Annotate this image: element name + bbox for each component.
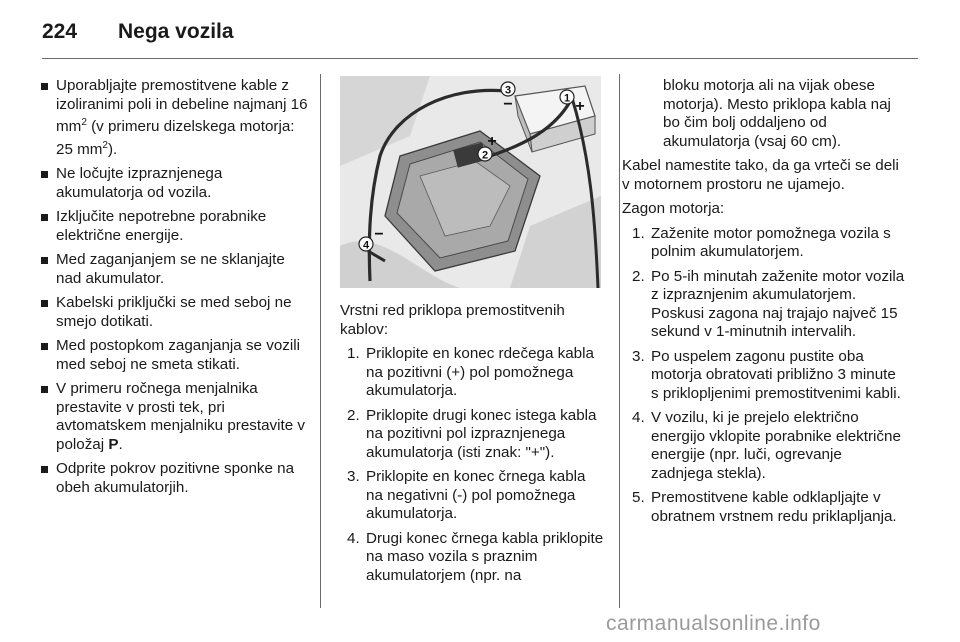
continuation-text: bloku motorja ali na vijak obese motorja). Mesto priklopa kabla naj bo čim bolj oddaljeno od akumulatorja (vsaj 60 cm). — [663, 77, 891, 150]
page-title: Nega vozila — [118, 20, 234, 43]
bullet-square-icon — [41, 466, 48, 473]
cable-note: Kabel namestite tako, da ga vrteči se deli v motornem prostoru ne ujamejo. — [622, 157, 899, 193]
bullet-item: Med postopkom zaganjanja se vozili med seboj ne smeta stikati. — [40, 337, 308, 374]
bullet-square-icon — [41, 257, 48, 264]
bullet-square-icon — [41, 214, 48, 221]
middle-column — [340, 302, 606, 591]
bullet-item: Ne ločujte izpraznjenega akumulatorja od vozila. — [40, 165, 308, 202]
svg-text:+: + — [575, 98, 585, 115]
precautions-list — [40, 77, 308, 497]
svg-text:2: 2 — [481, 149, 489, 162]
bullet-item: Uporabljajte premostitvene kable z izoliranimi poli in debeline najmanj 16 $mm^2$ (v primeru dizelskega motorja: 25 $mm^2$). — [40, 77, 308, 159]
bullet-square-icon — [41, 343, 48, 350]
engine-bay-drawing — [340, 76, 601, 288]
svg-text:−: − — [503, 96, 513, 113]
column-divider-left — [320, 74, 321, 608]
svg-text:−: − — [374, 226, 384, 243]
bullet-square-icon — [41, 171, 48, 178]
svg-text:4: 4 — [362, 239, 370, 252]
watermark: carmanualsonline.info — [606, 612, 821, 635]
page-number: 224 — [42, 20, 78, 43]
list-item: 3. Po uspelem zagonu pustite oba motorja obratovati približno 3 minute s priklopljenimi premostitvenimi kabli. — [632, 347, 901, 402]
bullet-item: Izključite nepotrebne porabnike električne energije. — [40, 208, 308, 245]
list-item: 5. Premostitvene kable odklapljajte v obratnem vrstnem redu priklapljanja. — [632, 489, 897, 525]
bullet-item: Odprite pokrov pozitivne sponke na obeh akumulatorjih. — [40, 460, 308, 497]
bullet-square-icon — [41, 386, 48, 393]
list-item: 3. Priklopite en konec črnega kabla na negativni (-) pol pomožnega akumulatorja. — [347, 468, 586, 522]
list-item: 1. Zaženite motor pomožnega vozila s polnim akumulatorjem. — [632, 224, 891, 260]
header-rule — [42, 58, 918, 59]
bullet-square-icon — [41, 83, 48, 90]
list-item: 2. Po 5-ih minutah zaženite motor vozila z izpraznjenim akumulatorjem. Poskusi zagona naj trajajo največ 15 sekund v 1-minutnih intervalih. — [632, 267, 905, 340]
page-header — [42, 14, 918, 54]
svg-text:+: + — [487, 133, 497, 150]
column-divider-right — [619, 74, 620, 608]
list-item: 2. Priklopite drugi konec istega kabla na pozitivni pol izpraznjenega akumulatorja (isti znak: "+"). — [347, 406, 597, 461]
bullet-item: Med zaganjanjem se ne sklanjajte nad akumulator. — [40, 251, 308, 288]
connection-steps-list — [340, 345, 606, 585]
start-heading: Zagon motorja: — [622, 200, 725, 217]
svg-text:1: 1 — [563, 92, 571, 105]
list-item: 4. V vozilu, ki je prejelo električno energijo vklopite porabnike električne energije (npr. luči, ogrevanje zadnjega stekla). — [632, 409, 901, 482]
left-column — [40, 77, 308, 503]
jump-start-illustration — [340, 76, 601, 288]
right-column — [622, 77, 906, 532]
connection-order-intro: Vrstni red priklopa premostitvenih kablov: — [340, 302, 565, 338]
start-steps-list — [625, 225, 906, 527]
list-item: 1. Priklopite en konec rdečega kabla na pozitivni (+) pol pomožnega akumulatorja. — [347, 345, 594, 399]
bullet-item: Kabelski priključki se med seboj ne smejo dotikati. — [40, 294, 308, 331]
svg-text:3: 3 — [504, 84, 512, 97]
bullet-item: V primeru ročnega menjalnika prestavite v prosti tek, pri avtomatskem menjalniku prestavite v položaj P. — [40, 380, 308, 454]
bullet-square-icon — [41, 300, 48, 307]
list-item: 4. Drugi konec črnega kabla priklopite na maso vozila s praznim akumulatorjem (npr. na — [347, 529, 604, 584]
